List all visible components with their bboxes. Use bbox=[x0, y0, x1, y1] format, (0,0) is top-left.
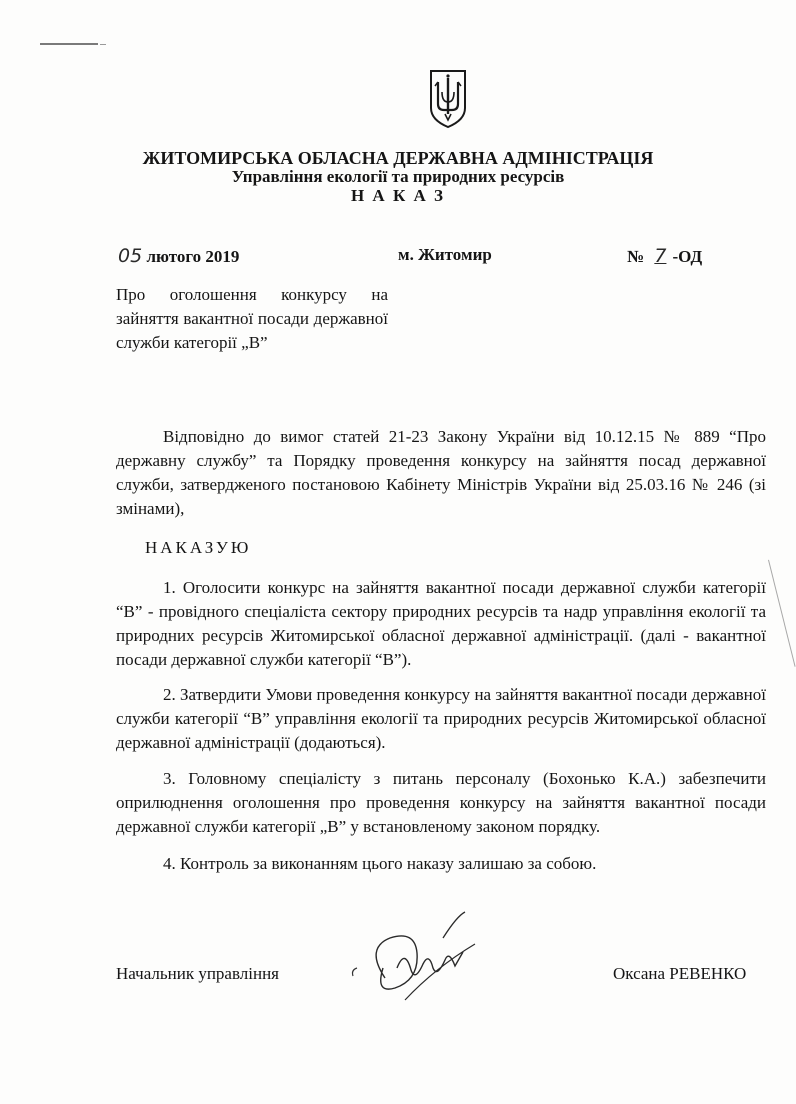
month-year: лютого 2019 bbox=[146, 247, 240, 266]
order-item-1: 1. Оголосити конкурс на зайняття вакантної посади державної служби категорії “В” - провідного спеціаліста сектору природних ресурсів та надр управління екології та природних ресурсів Житомирської обласної державної адміністрації. (далі - вакантної посади державної служби категорії “В”). bbox=[116, 578, 766, 669]
scan-artifact-line bbox=[40, 43, 98, 45]
handwritten-signature bbox=[345, 908, 495, 1003]
signatory-position: Начальник управління bbox=[116, 964, 279, 983]
scan-artifact-dot bbox=[100, 44, 106, 45]
document-type: Н А К А З bbox=[350, 186, 446, 205]
order-word: НАКАЗУЮ bbox=[145, 538, 252, 557]
order-item-4: 4. Контроль за виконанням цього наказу залишаю за собою. bbox=[163, 854, 597, 873]
document-number bbox=[627, 245, 702, 267]
document-city: м. Житомир bbox=[398, 245, 492, 264]
order-subject: Про оголошення конкурсу на зайняття вакантної посади державної служби категорії „В” bbox=[116, 285, 388, 352]
document-date bbox=[118, 245, 239, 267]
number-prefix: № bbox=[627, 247, 645, 266]
order-item-2: 2. Затвердити Умови проведення конкурсу на зайняття вакантної посади державної служби категорії “В” управління екології та природних ресурсів Житомирської обласної державної адміністрації (додаються). bbox=[116, 685, 766, 752]
order-item-3: 3. Головному спеціалісту з питань персоналу (Бохонько К.А.) забезпечити оприлюднення оголошення про проведення конкурсу на зайняття вакантної посади державної служби категорії „В” у встановленому законом порядку. bbox=[116, 769, 766, 836]
signatory-name: Оксана РЕВЕНКО bbox=[613, 964, 747, 983]
preamble-paragraph: Відповідно до вимог статей 21-23 Закону України від 10.12.15 № 889 “Про державну службу” та Порядку проведення конкурсу на зайняття посад державної служби, затвердженого постановою Кабінету Міністрів України від 25.03.16 № 246 (зі змінами), bbox=[116, 427, 766, 518]
number-suffix: -ОД bbox=[672, 247, 703, 266]
organization-name: ЖИТОМИРСЬКА ОБЛАСНА ДЕРЖАВНА АДМІНІСТРАЦІЯ bbox=[142, 148, 654, 168]
handwritten-number: 7 bbox=[654, 245, 667, 267]
trident-coat-of-arms-icon bbox=[428, 68, 468, 130]
handwritten-day: 05 bbox=[118, 245, 143, 267]
department-name: Управління екології та природних ресурсів bbox=[231, 167, 565, 186]
scan-edge-line bbox=[768, 560, 796, 667]
